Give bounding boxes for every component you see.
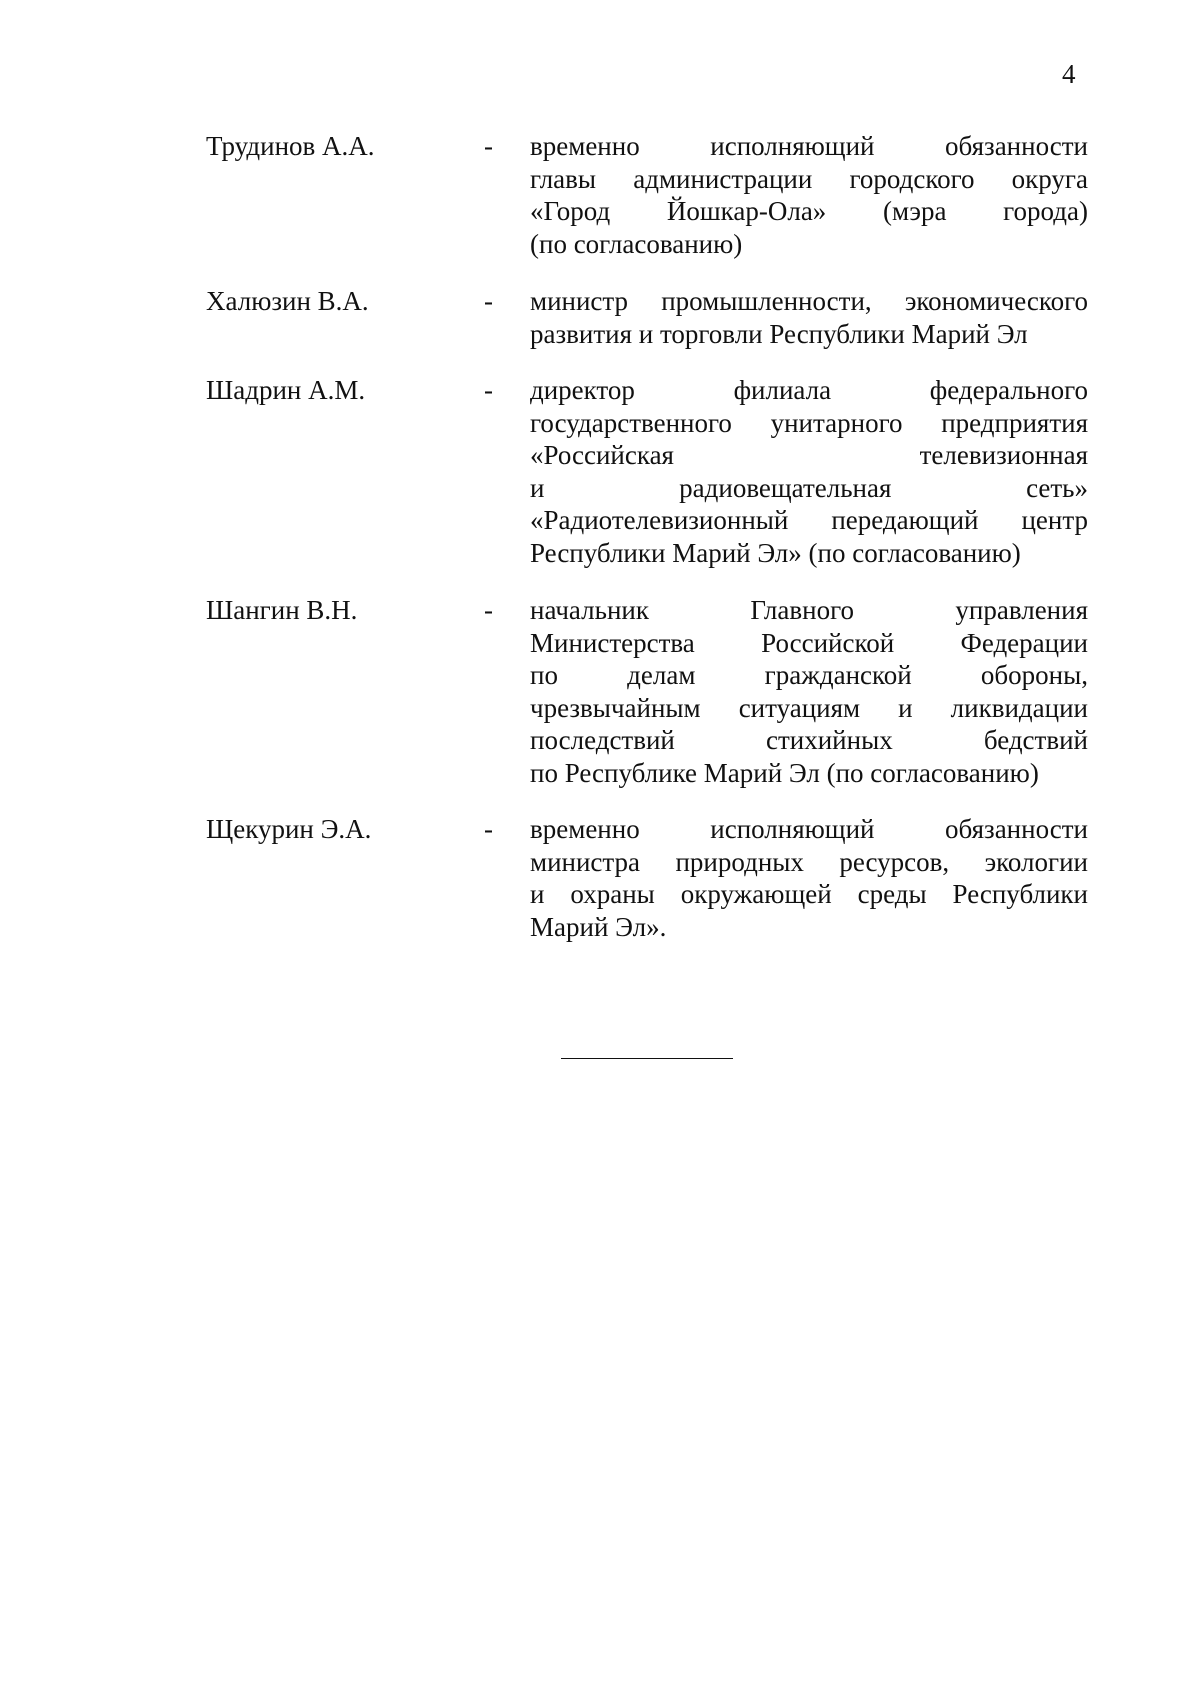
member-dash: - bbox=[484, 286, 493, 316]
end-of-document-rule bbox=[561, 1058, 733, 1059]
member-role bbox=[530, 130, 1088, 260]
role-line: Министерства Российской Федерации bbox=[530, 627, 1088, 658]
role-line: директор филиала федерального bbox=[530, 375, 1088, 405]
page-number: 4 bbox=[1062, 59, 1076, 89]
role-line: государственного унитарного предприятия bbox=[530, 407, 1088, 438]
member-role bbox=[530, 285, 1088, 350]
role-line: последствий стихийных бедствий bbox=[530, 725, 1088, 755]
role-line: Республики Марий Эл» (по согласованию) bbox=[530, 537, 1021, 568]
role-line: Марий Эл». bbox=[530, 911, 667, 942]
member-name: Шадрин А.М. bbox=[206, 375, 366, 405]
member-role bbox=[530, 374, 1088, 569]
member-dash: - bbox=[484, 595, 493, 625]
member-name: Щекурин Э.А. bbox=[206, 814, 372, 844]
role-line: и охраны окружающей среды Республики bbox=[530, 879, 1088, 909]
role-line: чрезвычайным ситуациям и ликвидации bbox=[530, 692, 1088, 723]
role-line: и радиовещательная сеть» bbox=[530, 472, 1088, 503]
role-line: «Город Йошкар-Ола» (мэра города) bbox=[530, 196, 1088, 226]
role-line: начальник Главного управления bbox=[530, 595, 1088, 625]
member-dash: - bbox=[484, 814, 493, 844]
member-role bbox=[530, 594, 1088, 789]
role-line: (по согласованию) bbox=[530, 228, 743, 259]
role-line: «Российская телевизионная bbox=[530, 440, 1088, 470]
member-name: Халюзин В.А. bbox=[206, 286, 369, 316]
role-line: главы администрации городского округа bbox=[530, 163, 1088, 194]
role-line: развития и торговли Республики Марий Эл bbox=[530, 318, 1028, 349]
role-line: временно исполняющий обязанности bbox=[530, 814, 1088, 844]
role-line: по Республике Марий Эл (по согласованию) bbox=[530, 757, 1039, 788]
role-line: по делам гражданской обороны, bbox=[530, 660, 1088, 690]
member-dash: - bbox=[484, 131, 493, 161]
member-name: Шангин В.Н. bbox=[206, 595, 358, 625]
member-role bbox=[530, 813, 1088, 943]
role-line: «Радиотелевизионный передающий центр bbox=[530, 505, 1088, 535]
member-name: Трудинов А.А. bbox=[206, 131, 375, 161]
role-line: временно исполняющий обязанности bbox=[530, 131, 1088, 161]
member-dash: - bbox=[484, 375, 493, 405]
role-line: министра природных ресурсов, экологии bbox=[530, 846, 1088, 877]
role-line: министр промышленности, экономического bbox=[530, 286, 1088, 316]
